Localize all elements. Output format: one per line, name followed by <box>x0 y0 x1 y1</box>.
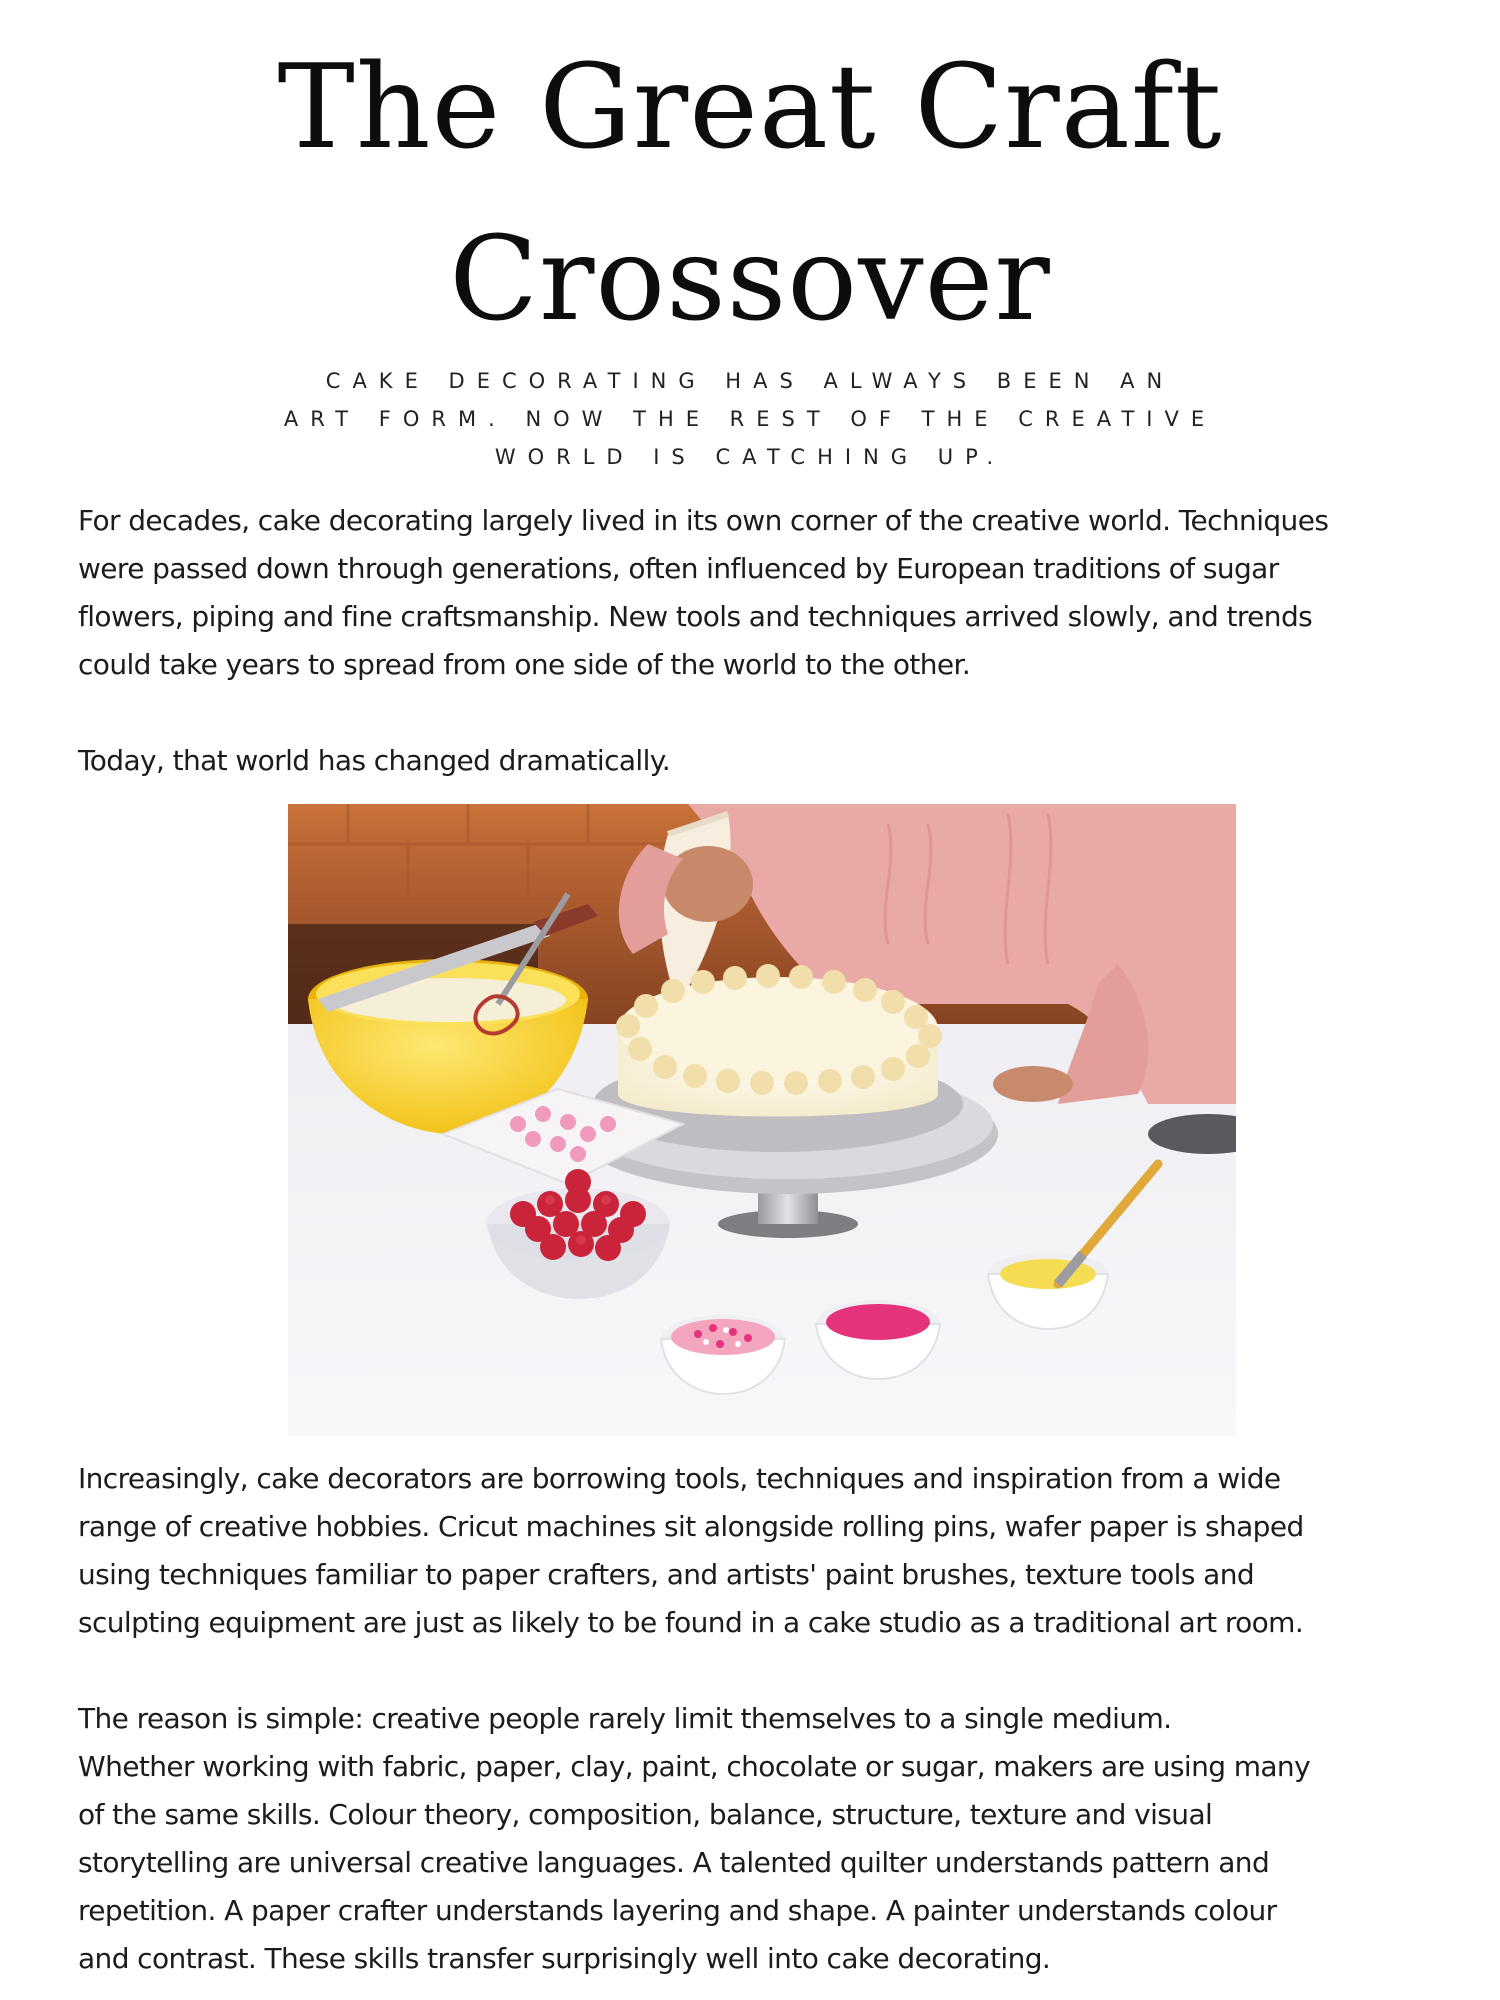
subtitle-line-3: WORLD IS CATCHING UP. <box>494 445 1006 469</box>
paragraph-line: The reason is simple: creative people rarely limit themselves to a single medium. <box>78 1702 1172 1735</box>
paragraph-line: Increasingly, cake decorators are borrowing tools, techniques and inspiration from a wide <box>78 1462 1281 1495</box>
page-title-line-1: The Great Craft <box>277 40 1223 175</box>
today-paragraph <box>78 737 1458 785</box>
page-title-line-2: Crossover <box>449 212 1051 347</box>
paragraph-line: flowers, piping and fine craftsmanship. New tools and techniques arrived slowly, and trends <box>78 600 1313 633</box>
paragraph-line: and contrast. These skills transfer surprisingly well into cake decorating. <box>78 1942 1051 1975</box>
cake-decorating-photo <box>288 804 1236 1436</box>
paragraph-line: of the same skills. Colour theory, composition, balance, structure, texture and visual <box>78 1798 1213 1831</box>
paragraph-line: repetition. A paper crafter understands layering and shape. A painter understands colour <box>78 1894 1277 1927</box>
paragraph-line: Whether working with fabric, paper, clay, paint, chocolate or sugar, makers are using many <box>78 1750 1311 1783</box>
paragraph-line: sculpting equipment are just as likely to be found in a cake studio as a traditional art room. <box>78 1606 1304 1639</box>
borrowing-paragraph <box>78 1455 1458 1647</box>
intro-paragraph <box>78 497 1458 689</box>
paragraph-line: range of creative hobbies. Cricut machines sit alongside rolling pins, wafer paper is shaped <box>78 1510 1304 1543</box>
paragraph-line: Today, that world has changed dramatically. <box>78 744 671 777</box>
subtitle-line-2: ART FORM. NOW THE REST OF THE CREATIVE <box>283 407 1217 431</box>
subtitle-line-1: CAKE DECORATING HAS ALWAYS BEEN AN <box>325 369 1175 393</box>
paragraph-line: could take years to spread from one side of the world to the other. <box>78 648 971 681</box>
paragraph-line: For decades, cake decorating largely lived in its own corner of the creative world. Techniques <box>78 504 1329 537</box>
reason-paragraph <box>78 1695 1458 1983</box>
paragraph-line: using techniques familiar to paper crafters, and artists' paint brushes, texture tools and <box>78 1558 1255 1591</box>
paragraph-line: storytelling are universal creative languages. A talented quilter understands pattern and <box>78 1846 1270 1879</box>
paragraph-line: were passed down through generations, often influenced by European traditions of sugar <box>78 552 1279 585</box>
